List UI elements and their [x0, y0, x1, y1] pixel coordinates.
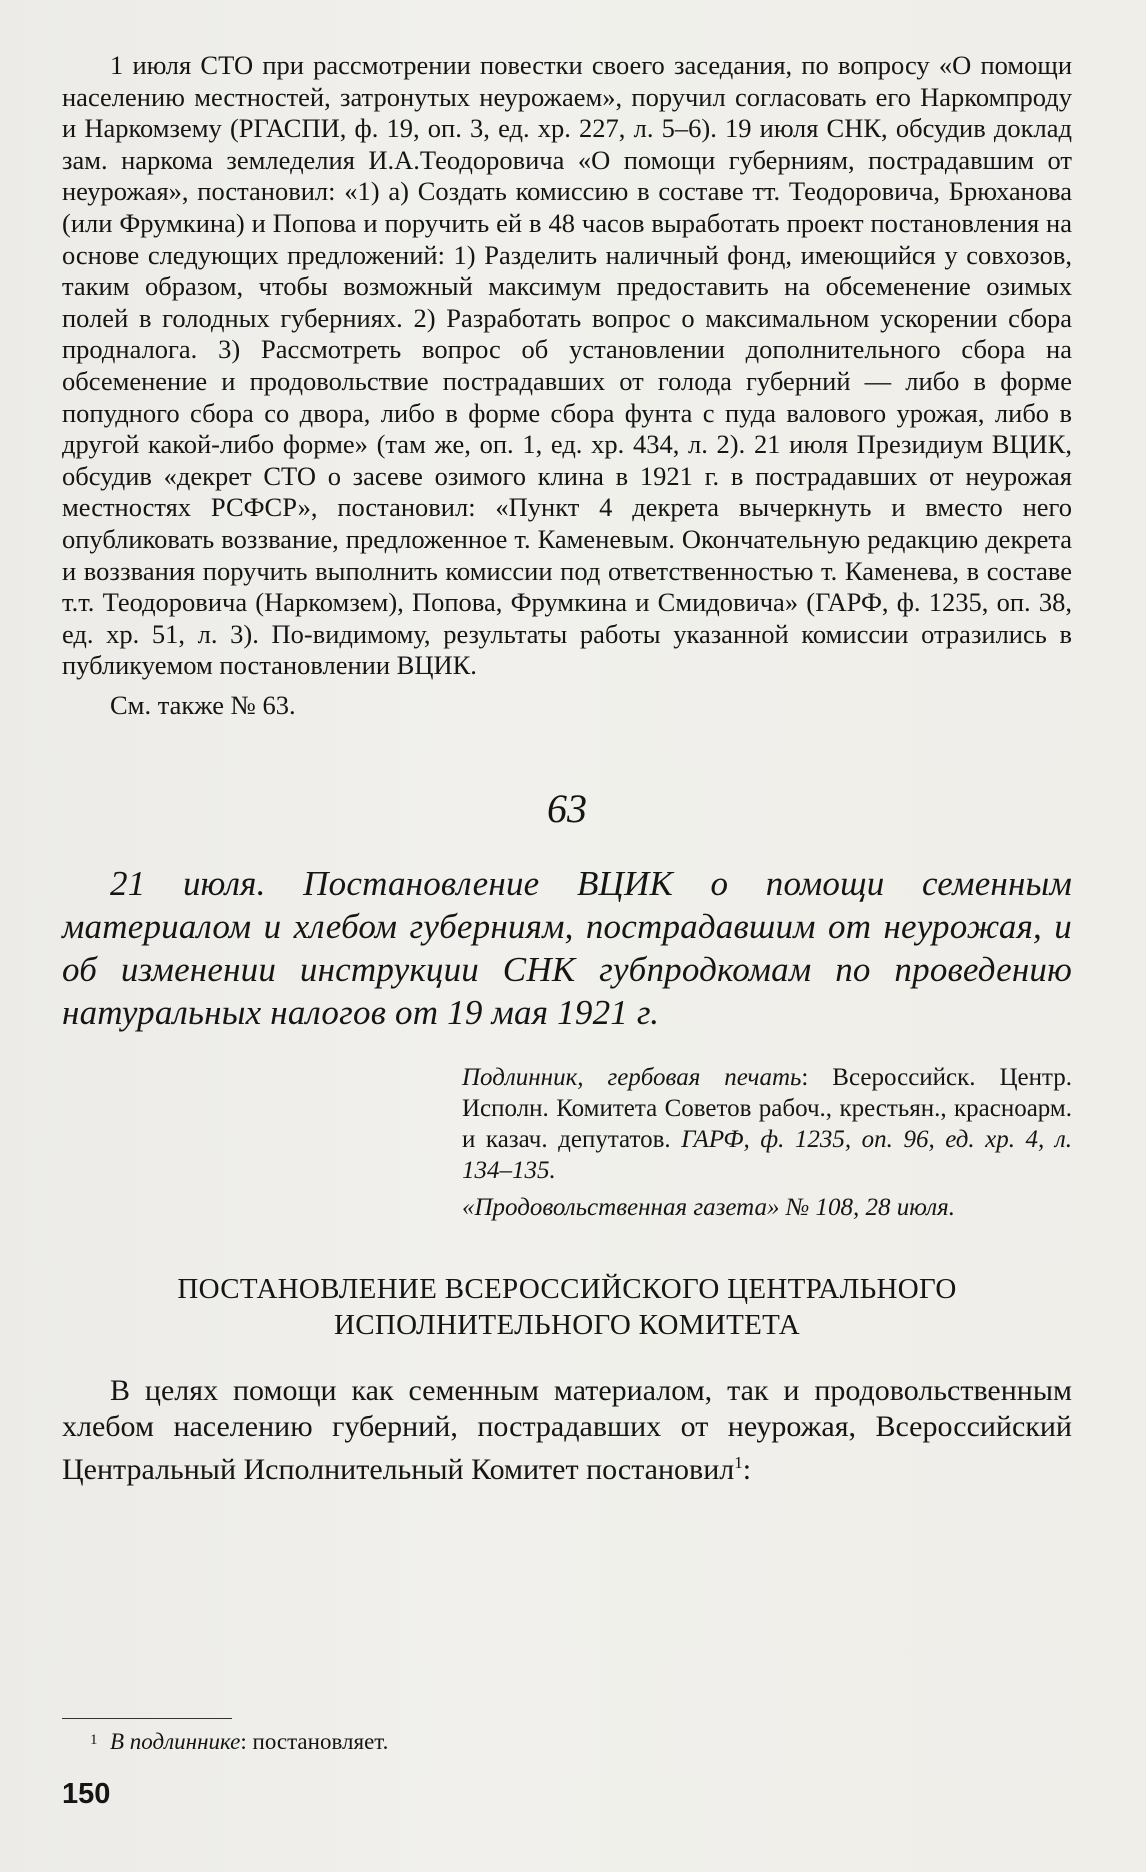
decree-heading [62, 1271, 1072, 1343]
decree-body-end: : [742, 1452, 752, 1486]
document-number: 63 [547, 785, 587, 831]
footnote-rule [62, 1718, 232, 1719]
source-text: : Всероссийск. Центр. Исполн. Комитета Советов рабоч., крестьян., красноарм. и казач. депутатов. [462, 1063, 1072, 1153]
footnote-text: : постановляет. [240, 1729, 389, 1754]
footnote [90, 1728, 389, 1756]
decree-heading-line1: ПОСТАНОВЛЕНИЕ ВСЕРОССИЙСКОГО ЦЕНТРАЛЬНОГО [177, 1272, 957, 1305]
footnote-label: В подлиннике [110, 1729, 241, 1754]
decree-heading-line2: ИСПОЛНИТЕЛЬНОГО КОМИТЕТА [334, 1308, 800, 1341]
document-title: 21 июля. Постановление ВЦИК о помощи семенным материалом и хлебом губерниям, пострадавшим от неурожая, и об изменении инструкции СНК губпродкомам по проведению натуральных налогов от 19 мая 1921 г. [62, 863, 1072, 1032]
page-number: 150 [62, 1778, 111, 1810]
archive-reference: ГАРФ, ф. 1235, оп. 96, ед. хр. 4, л. 134–135. [462, 1125, 1072, 1184]
decree-body-text: В целях помощи как семенным материалом, так и продовольственным хлебом населению губерний, пострадавших от неурожая, Всероссийский Центральный Исполнительный Комитет постановил [62, 1373, 1072, 1486]
intro-paragraph: 1 июля СТО при рассмотрении повестки своего заседания, по вопросу «О помощи населению местностей, затронутых неурожаем», поручил согласовать его Наркомпроду и Наркомзему (РГАСПИ, ф. 19, оп. 3, ед. хр. 227, л. 5–6). 19 июля СНК, обсудив доклад зам. наркома земледелия И.А.Теодоровича «О помощи губерниям, пострадавшим от неурожая», постановил: «1) а) Создать комиссию в составе тт. Теодоровича, Брюханова (или Фрумкина) и Попова и поручить ей в 48 часов выработать проект постановления на основе следующих предложений: 1) Разделить наличный фонд, имеющийся у совхозов, таким образом, чтобы возможный максимум предоставить на обсеменение озимых полей в голодных губерниях. 2) Разработать вопрос о максимальном ускорении сбора продналога. 3) Рассмотреть вопрос об установлении дополнительного сбора на обсеменение и продовольствие пострадавших от голода губерний — либо в форме попудного сбора со двора, либо в форме сбора фунта с пуда валового урожая, либо в другой какой-либо форме» (там же, оп. 1, ед. хр. 434, л. 2). 21 июля Президиум ВЦИК, обсудив «декрет СТО о засеве озимого клина в 1921 г. в пострадавших от неурожая местностях РСФСР», постановил: «Пункт 4 декрета вычеркнуть и вместо него опубликовать воззвание, предложенное т. Каменевым. Окончательную редакцию декрета и воззвания поручить выполнить комиссии под ответственностью т. Каменева, в составе т.т. Теодоровича (Наркомзем), Попова, Фрумкина и Смидовича» (ГАРФ, ф. 1235, оп. 38, ед. хр. 51, л. 3). По-видимому, результаты работы указанной комиссии отразились в публикуемом постановлении ВЦИК. [62, 50, 1072, 681]
decree-body [62, 1373, 1072, 1488]
footnote-reference[interactable]: 1 [734, 1452, 743, 1472]
source-label: Подлинник, гербовая печать [462, 1063, 802, 1091]
source-note [62, 1062, 1072, 1186]
footnote-mark: 1 [90, 1732, 98, 1748]
main-column [62, 50, 1072, 1488]
publication-note: «Продовольственная газета» № 108, 28 июля. [462, 1193, 956, 1221]
see-also: См. также № 63. [110, 689, 296, 720]
